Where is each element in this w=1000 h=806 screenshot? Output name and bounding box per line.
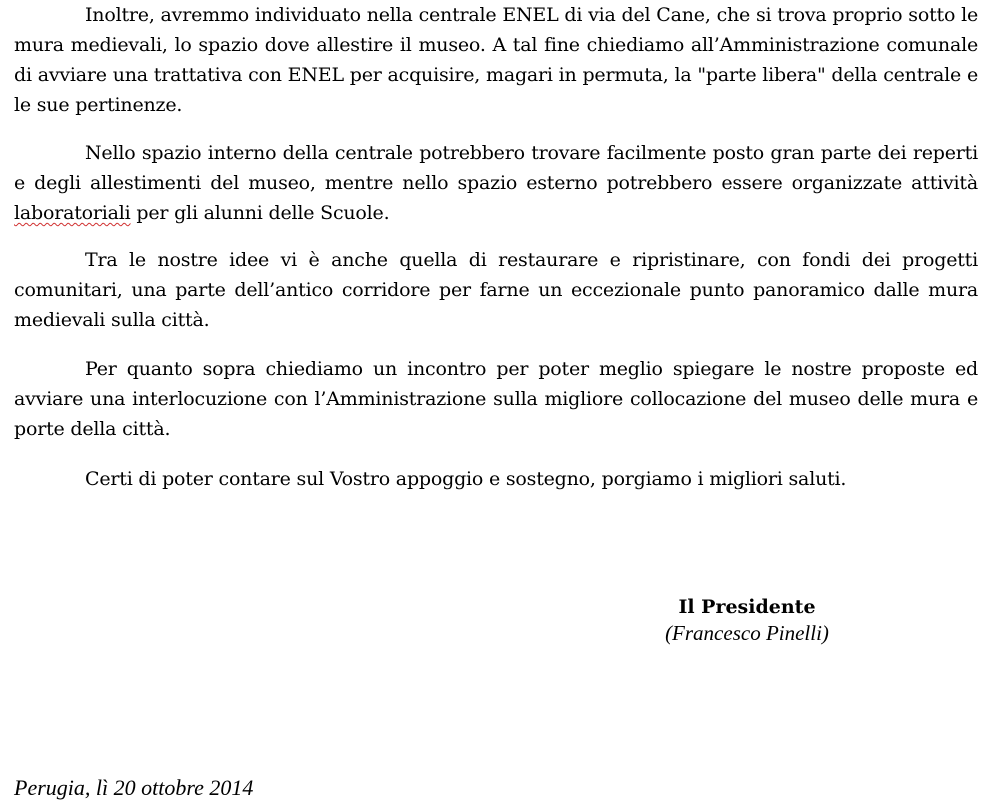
paragraph-meeting-request: Per quanto sopra chiediamo un incontro per poter meglio spiegare le nostre proposte ed avviare una interlocuzione con l’Amministrazione sulla migliore collocazione del museo delle mura e porte della città. [14, 358, 978, 440]
place-and-date: Perugia, lì 20 ottobre 2014 [14, 775, 254, 800]
signature-title: Il Presidente [678, 596, 816, 618]
signature-name: (Francesco Pinelli) [665, 621, 829, 645]
paragraph-museum-spaces-start: Nello spazio interno della centrale potrebbero trovare facilmente posto gran parte dei reperti e degli allestimenti del museo, mentre nello spazio esterno potrebbero essere organizzate attività [14, 142, 978, 194]
paragraph-museum-location: Inoltre, avremmo individuato nella centrale ENEL di via del Cane, che si trova proprio sotto le mura medievali, lo spazio dove allestire il museo. A tal fine chiediamo all’Amministrazione comunale di avviare una trattativa con ENEL per acquisire, magari in permuta, la "parte libera" della centrale e le sue pertinenze. [14, 4, 978, 116]
spellcheck-flagged-word[interactable]: laboratoriali [14, 202, 131, 224]
paragraph-museum-spaces-end: per gli alunni delle Scuole. [130, 202, 390, 224]
paragraph-museum-spaces [14, 138, 978, 228]
document-page [14, 0, 978, 806]
paragraph-closing-greeting: Certi di poter contare sul Vostro appoggio e sostegno, porgiamo i migliori saluti. [85, 468, 847, 490]
paragraph-corridor-restoration: Tra le nostre idee vi è anche quella di restaurare e ripristinare, con fondi dei progetti comunitari, una parte dell’antico corridore per farne un eccezionale punto panoramico dalle mura medievali sulla città. [14, 249, 978, 331]
signature-block [634, 594, 860, 646]
